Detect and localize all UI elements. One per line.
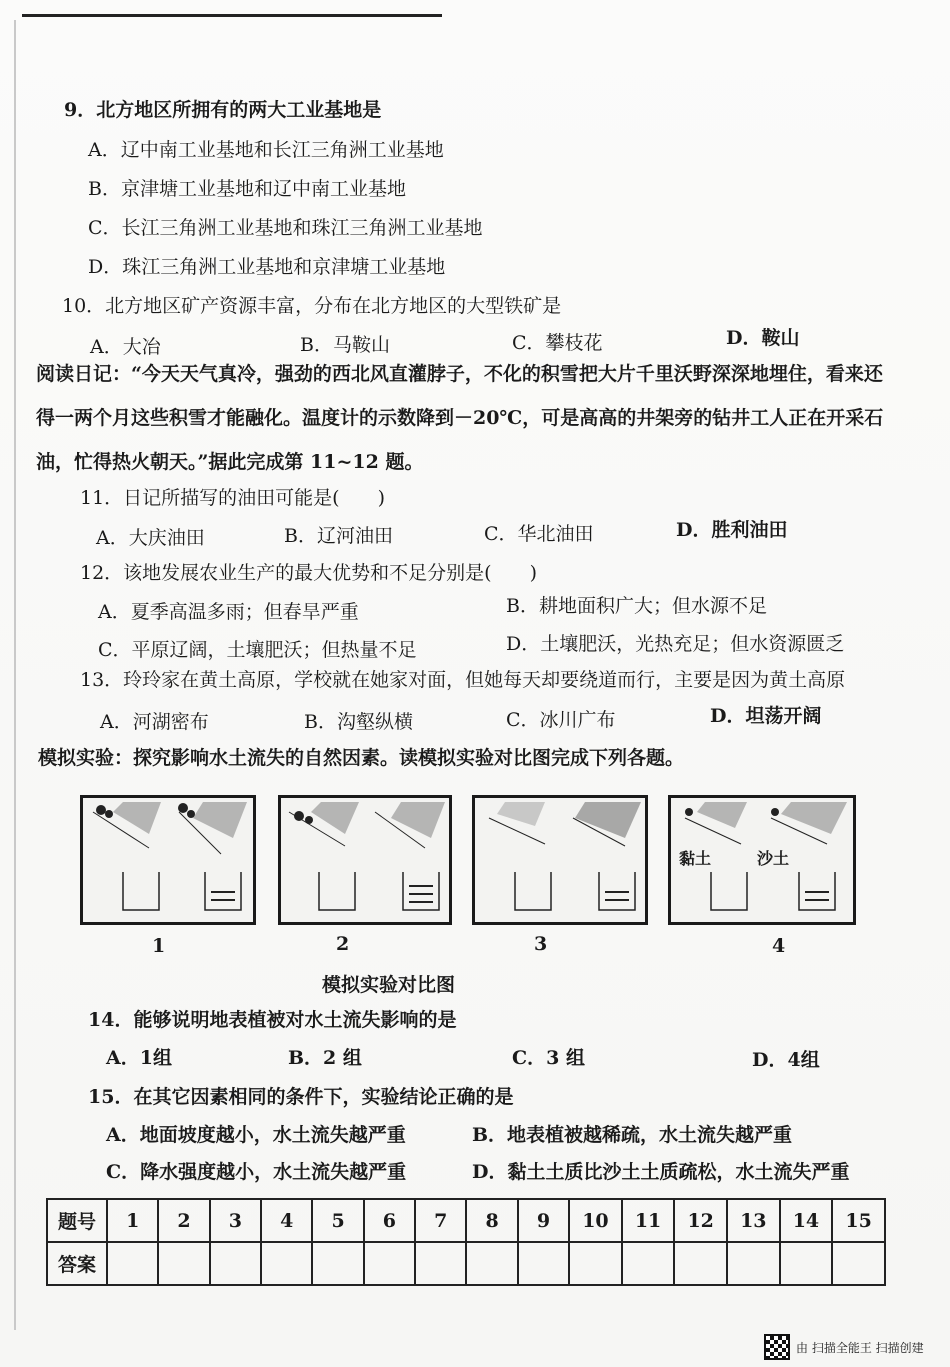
answer-table-number: 11 — [622, 1199, 675, 1242]
answer-cell[interactable] — [674, 1242, 727, 1285]
answer-cell[interactable] — [780, 1242, 833, 1285]
answer-cell[interactable] — [210, 1242, 261, 1285]
q12-option-d: D．土壤肥沃，光热充足；但水资源匮乏 — [506, 633, 845, 655]
answer-cell[interactable] — [466, 1242, 517, 1285]
answer-table-number: 7 — [415, 1199, 466, 1242]
answer-table-label-answer: 答案 — [47, 1242, 107, 1285]
q13-option-a: A．河湖密布 — [100, 711, 209, 733]
answer-cell[interactable] — [312, 1242, 363, 1285]
answer-table-number: 2 — [158, 1199, 209, 1242]
q11-option-a: A．大庆油田 — [96, 527, 205, 549]
answer-table-number: 3 — [210, 1199, 261, 1242]
figure-caption: 模拟实验对比图 — [322, 974, 456, 996]
q10-option-d: D．鞍山 — [726, 327, 800, 349]
q9-option-d: D．珠江三角洲工业基地和京津塘工业基地 — [88, 256, 446, 278]
scanner-footer — [764, 1334, 924, 1360]
answer-table-number: 4 — [261, 1199, 312, 1242]
q11-stem: 11．日记所描写的油田可能是( ) — [80, 487, 386, 509]
experiment-panel-1 — [80, 795, 256, 925]
panel-number-2: 2 — [336, 933, 350, 955]
q15-option-c: C．降水强度越小，水土流失越严重 — [106, 1161, 407, 1183]
q15-stem: 15．在其它因素相同的条件下，实验结论正确的是 — [88, 1086, 514, 1108]
answer-table-number: 9 — [518, 1199, 569, 1242]
page-edge — [14, 20, 16, 1330]
q10-option-b: B．马鞍山 — [300, 334, 390, 356]
q15-option-a: A．地面坡度越小，水土流失越严重 — [106, 1124, 406, 1146]
answer-table-label-question: 题号 — [47, 1199, 107, 1242]
q12-option-c: C．平原辽阔，土壤肥沃；但热量不足 — [98, 639, 417, 661]
q12-stem: 12．该地发展农业生产的最大优势和不足分别是( ) — [80, 562, 538, 584]
q9-option-c: C．长江三角洲工业基地和珠江三角洲工业基地 — [88, 217, 483, 239]
answer-table-number: 12 — [674, 1199, 727, 1242]
answer-cell[interactable] — [727, 1242, 780, 1285]
q15-option-d: D．黏土土质比沙土土质疏松，水土流失严重 — [472, 1161, 850, 1183]
top-rule — [22, 14, 442, 17]
answer-table-answer-row — [47, 1242, 885, 1285]
soil-label-clay: 黏土 — [679, 849, 712, 868]
answer-table-number: 6 — [364, 1199, 415, 1242]
q13-option-d: D．坦荡开阔 — [710, 705, 822, 727]
q12-option-a: A．夏季高温多雨；但春旱严重 — [98, 601, 359, 623]
answer-cell[interactable] — [261, 1242, 312, 1285]
q12-option-b: B．耕地面积广大；但水源不足 — [506, 595, 767, 617]
panel-number-1: 1 — [152, 935, 166, 957]
experiment-panel-3 — [472, 795, 648, 925]
q9-option-a: A．辽中南工业基地和长江三角洲工业基地 — [88, 139, 444, 161]
experiment-panel-4 — [668, 795, 856, 925]
q13-option-b: B．沟壑纵横 — [304, 711, 413, 733]
answer-table-number: 13 — [727, 1199, 780, 1242]
q11-option-b: B．辽河油田 — [284, 525, 393, 547]
q14-option-d: D．4组 — [752, 1049, 820, 1071]
q9-option-b: B．京津塘工业基地和辽中南工业基地 — [88, 178, 406, 200]
q10-option-a: A．大冶 — [90, 336, 161, 358]
q15-option-b: B．地表植被越稀疏，水土流失越严重 — [472, 1124, 793, 1146]
q14-option-b: B．2 组 — [288, 1047, 362, 1069]
q13-option-c: C．冰川广布 — [506, 709, 616, 731]
answer-cell[interactable] — [622, 1242, 675, 1285]
answer-table — [46, 1198, 886, 1286]
q14-option-c: C．3 组 — [512, 1047, 585, 1069]
q9-stem: 9．北方地区所拥有的两大工业基地是 — [64, 99, 382, 121]
panel-number-4: 4 — [772, 935, 786, 957]
reading-passage: 阅读日记：“今天天气真冷，强劲的西北风直灌脖子，不化的积雪把大片千里沃野深深地埋住，看来还得一两个月这些积雪才能融化。温度计的示数降到－20℃，可是高高的井架旁的钻井工人正在开采石油，忙得热火朝天。”据此完成第 11~12 题。 — [36, 363, 884, 473]
answer-cell[interactable] — [415, 1242, 466, 1285]
q13-stem: 13．玲玲家在黄土高原，学校就在她家对面，但她每天却要绕道而行，主要是因为黄土高原 — [80, 669, 846, 691]
answer-table-number: 14 — [780, 1199, 833, 1242]
panel-number-3: 3 — [534, 933, 548, 955]
q10-stem: 10．北方地区矿产资源丰富，分布在北方地区的大型铁矿是 — [62, 295, 562, 317]
experiment-intro: 模拟实验：探究影响水土流失的自然因素。读模拟实验对比图完成下列各题。 — [38, 747, 685, 769]
answer-table-number-row — [47, 1199, 885, 1242]
scanner-credit: 由 扫描全能王 扫描创建 — [796, 1340, 924, 1355]
q11-option-c: C．华北油田 — [484, 523, 594, 545]
q14-option-a: A．1组 — [106, 1047, 172, 1069]
answer-table-number: 8 — [466, 1199, 517, 1242]
answer-cell[interactable] — [569, 1242, 622, 1285]
answer-table-number: 10 — [569, 1199, 622, 1242]
answer-cell[interactable] — [158, 1242, 209, 1285]
answer-table-number: 15 — [832, 1199, 885, 1242]
q11-option-d: D．胜利油田 — [676, 519, 788, 541]
q10-option-c: C．攀枝花 — [512, 332, 603, 354]
answer-cell[interactable] — [832, 1242, 885, 1285]
q14-stem: 14．能够说明地表植被对水土流失影响的是 — [88, 1009, 457, 1031]
qr-code-icon — [764, 1334, 790, 1360]
answer-cell[interactable] — [107, 1242, 158, 1285]
experiment-panel-2 — [278, 795, 452, 925]
answer-cell[interactable] — [518, 1242, 569, 1285]
answer-cell[interactable] — [364, 1242, 415, 1285]
soil-label-sand: 沙土 — [757, 849, 790, 868]
answer-table-number: 1 — [107, 1199, 158, 1242]
answer-table-number: 5 — [312, 1199, 363, 1242]
